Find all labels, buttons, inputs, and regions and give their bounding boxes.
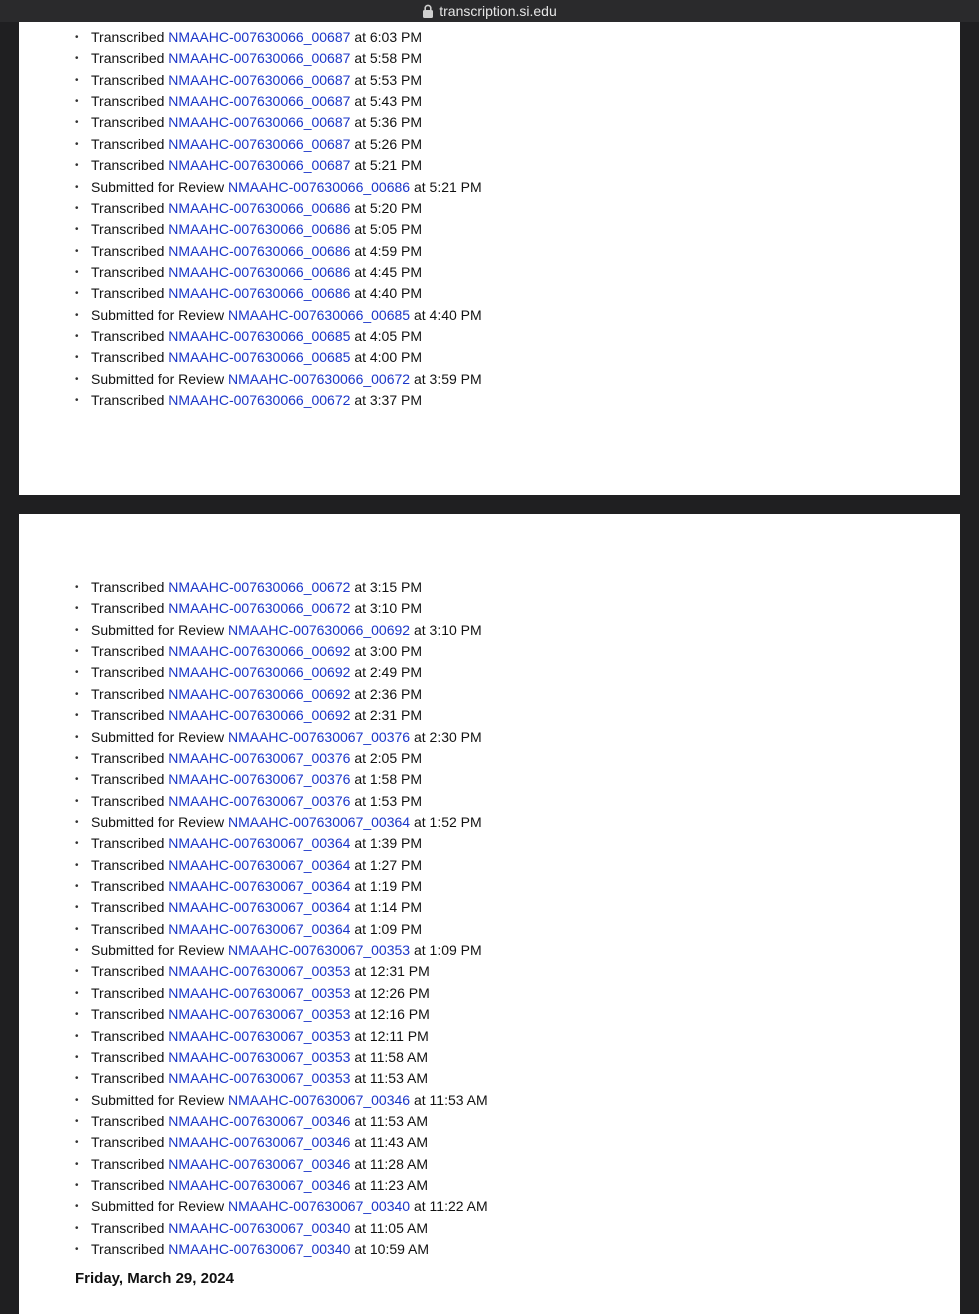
project-link[interactable]: NMAAHC-007630067_00364 [227, 813, 411, 830]
list-item [75, 1196, 488, 1217]
activity-action: Transcribed [91, 1241, 165, 1258]
activity-time: at 2:05 PM [354, 749, 423, 766]
bullet-icon: • [75, 1115, 79, 1127]
activity-time: at 10:59 AM [354, 1241, 430, 1258]
activity-action: Transcribed [91, 1155, 165, 1172]
activity-list [75, 27, 482, 411]
list-item [75, 940, 488, 961]
list-item [75, 369, 482, 390]
list-item [75, 305, 482, 326]
activity-time: at 1:09 PM [354, 920, 423, 937]
activity-action: Transcribed [91, 984, 165, 1001]
activity-time: at 4:40 PM [413, 306, 482, 323]
project-link[interactable]: NMAAHC-007630067_00353 [227, 942, 411, 959]
bullet-icon: • [75, 731, 79, 743]
bullet-icon: • [75, 603, 79, 615]
activity-action: Transcribed [91, 29, 165, 45]
activity-time: at 1:58 PM [354, 771, 423, 788]
url-text: transcription.si.edu [439, 3, 557, 19]
project-link[interactable]: NMAAHC-007630066_00686 [168, 263, 351, 280]
activity-time: at 11:58 AM [354, 1048, 428, 1065]
project-link[interactable]: NMAAHC-007630067_00353 [168, 1006, 351, 1023]
list-item [75, 855, 488, 876]
activity-action: Transcribed [91, 664, 165, 681]
list-item [75, 48, 482, 69]
activity-action: Transcribed [91, 920, 165, 937]
activity-action: Transcribed [91, 899, 165, 916]
bullet-icon: • [75, 352, 79, 364]
bullet-icon: • [75, 138, 79, 150]
project-link[interactable]: NMAAHC-007630067_00364 [168, 856, 351, 873]
activity-action: Transcribed [91, 685, 165, 702]
list-item [75, 112, 482, 133]
activity-action: Transcribed [91, 643, 165, 660]
activity-time: at 5:36 PM [354, 114, 423, 131]
activity-action: Transcribed [91, 600, 165, 617]
bullet-icon: • [75, 1030, 79, 1042]
project-link[interactable]: NMAAHC-007630067_00353 [168, 1048, 351, 1065]
activity-time: at 2:31 PM [354, 707, 423, 724]
activity-time: at 11:53 AM [413, 1091, 488, 1108]
list-item [75, 1175, 488, 1196]
activity-action: Transcribed [91, 835, 165, 852]
project-link[interactable]: NMAAHC-007630066_00672 [168, 600, 351, 617]
bullet-icon: • [75, 1180, 79, 1192]
list-item [75, 1068, 488, 1089]
project-link[interactable]: NMAAHC-007630066_00672 [168, 392, 351, 409]
bullet-icon: • [75, 117, 79, 129]
activity-time: at 3:37 PM [354, 392, 423, 409]
list-item [75, 70, 482, 91]
project-link[interactable]: NMAAHC-007630066_00692 [227, 621, 411, 638]
activity-time: at 1:53 PM [354, 792, 423, 809]
project-link[interactable]: NMAAHC-007630066_00687 [168, 50, 351, 67]
list-item [75, 177, 482, 198]
activity-time: at 1:39 PM [354, 835, 423, 852]
bullet-icon: • [75, 902, 79, 914]
activity-action: Transcribed [91, 328, 165, 345]
list-item [75, 662, 488, 683]
activity-time: at 12:31 PM [354, 963, 430, 980]
activity-action: Submitted for Review [91, 813, 225, 830]
activity-time: at 11:28 AM [354, 1155, 428, 1172]
list-item [75, 769, 488, 790]
project-link[interactable]: NMAAHC-007630067_00376 [168, 771, 351, 788]
activity-action: Transcribed [91, 221, 165, 238]
project-link[interactable]: NMAAHC-007630066_00686 [168, 221, 351, 238]
bullet-icon: • [75, 966, 79, 978]
list-item [75, 1218, 488, 1239]
activity-action: Transcribed [91, 771, 165, 788]
bullet-icon: • [75, 923, 79, 935]
project-link[interactable]: NMAAHC-007630066_00685 [168, 328, 351, 345]
bullet-icon: • [75, 1073, 79, 1085]
project-link[interactable]: NMAAHC-007630067_00346 [168, 1177, 351, 1194]
activity-time: at 12:26 PM [354, 984, 430, 1001]
activity-action: Transcribed [91, 93, 165, 110]
project-link[interactable]: NMAAHC-007630067_00340 [227, 1198, 411, 1215]
activity-action: Transcribed [91, 242, 165, 259]
bullet-icon: • [75, 309, 79, 321]
activity-time: at 1:14 PM [354, 899, 423, 916]
bullet-icon: • [75, 1244, 79, 1256]
activity-time: at 11:23 AM [354, 1177, 428, 1194]
bullet-icon: • [75, 96, 79, 108]
activity-time: at 3:10 PM [413, 621, 482, 638]
activity-action: Transcribed [91, 1070, 165, 1087]
activity-time: at 1:19 PM [354, 878, 423, 895]
list-item [75, 1004, 488, 1025]
activity-time: at 3:10 PM [354, 600, 423, 617]
bullet-icon: • [75, 1137, 79, 1149]
project-link[interactable]: NMAAHC-007630067_00376 [168, 792, 351, 809]
printed-page-1 [19, 0, 960, 495]
project-link[interactable]: NMAAHC-007630066_00685 [227, 306, 411, 323]
list-item [75, 219, 482, 240]
activity-time: at 5:05 PM [354, 221, 423, 238]
activity-time: at 3:59 PM [413, 370, 482, 387]
activity-action: Submitted for Review [91, 1091, 225, 1108]
activity-time: at 3:15 PM [354, 579, 423, 595]
bullet-icon: • [75, 245, 79, 257]
list-item [75, 1154, 488, 1175]
bullet-icon: • [75, 1009, 79, 1021]
list-item [75, 705, 488, 726]
bullet-icon: • [75, 266, 79, 278]
project-link[interactable]: NMAAHC-007630066_00687 [168, 93, 351, 110]
activity-time: at 11:05 AM [354, 1219, 428, 1236]
list-item [75, 876, 488, 897]
activity-action: Transcribed [91, 579, 165, 595]
project-link[interactable]: NMAAHC-007630066_00687 [168, 71, 351, 88]
lock-icon [422, 4, 434, 18]
project-link[interactable]: NMAAHC-007630067_00346 [168, 1112, 351, 1129]
list-item [75, 748, 488, 769]
project-link[interactable]: NMAAHC-007630067_00353 [168, 963, 351, 980]
list-item [75, 1132, 488, 1153]
project-link[interactable]: NMAAHC-007630067_00340 [168, 1219, 351, 1236]
activity-time: at 4:40 PM [354, 285, 423, 302]
activity-action: Transcribed [91, 114, 165, 131]
bullet-icon: • [75, 202, 79, 214]
activity-action: Transcribed [91, 157, 165, 174]
bullet-icon: • [75, 624, 79, 636]
activity-time: at 5:21 PM [354, 157, 423, 174]
activity-action: Transcribed [91, 878, 165, 895]
project-link[interactable]: NMAAHC-007630066_00687 [168, 157, 351, 174]
activity-action: Transcribed [91, 263, 165, 280]
project-link[interactable]: NMAAHC-007630067_00346 [168, 1155, 351, 1172]
list-item [75, 198, 482, 219]
bullet-icon: • [75, 181, 79, 193]
list-item [75, 347, 482, 368]
activity-action: Transcribed [91, 135, 165, 152]
activity-action: Submitted for Review [91, 306, 225, 323]
bullet-icon: • [75, 688, 79, 700]
project-link[interactable]: NMAAHC-007630067_00364 [168, 835, 351, 852]
project-link[interactable]: NMAAHC-007630066_00686 [227, 178, 411, 195]
project-link[interactable]: NMAAHC-007630067_00353 [168, 984, 351, 1001]
project-link[interactable]: NMAAHC-007630066_00672 [168, 579, 351, 595]
bullet-icon: • [75, 881, 79, 893]
list-item [75, 961, 488, 982]
bullet-icon: • [75, 710, 79, 722]
bullet-icon: • [75, 1158, 79, 1170]
bullet-icon: • [75, 838, 79, 850]
project-link[interactable]: NMAAHC-007630067_00364 [168, 899, 351, 916]
bullet-icon: • [75, 816, 79, 828]
list-item [75, 155, 482, 176]
project-link[interactable]: NMAAHC-007630067_00353 [168, 1027, 351, 1044]
list-item [75, 262, 482, 283]
activity-action: Submitted for Review [91, 178, 225, 195]
bullet-icon: • [75, 160, 79, 172]
list-item [75, 684, 488, 705]
activity-time: at 12:11 PM [354, 1027, 429, 1044]
bullet-icon: • [75, 667, 79, 679]
project-link[interactable]: NMAAHC-007630066_00686 [168, 285, 351, 302]
project-link[interactable]: NMAAHC-007630067_00346 [168, 1134, 351, 1151]
activity-action: Transcribed [91, 349, 165, 366]
bullet-icon: • [75, 646, 79, 658]
bullet-icon: • [75, 53, 79, 65]
list-item [75, 1026, 488, 1047]
list-item [75, 812, 488, 833]
list-item [75, 641, 488, 662]
list-item [75, 1239, 488, 1260]
project-link[interactable]: NMAAHC-007630066_00685 [168, 349, 351, 366]
bullet-icon: • [75, 1051, 79, 1063]
activity-action: Transcribed [91, 1112, 165, 1129]
bullet-icon: • [75, 32, 79, 43]
activity-time: at 12:16 PM [354, 1006, 430, 1023]
bullet-icon: • [75, 987, 79, 999]
list-item [75, 241, 482, 262]
activity-action: Transcribed [91, 792, 165, 809]
bullet-icon: • [75, 582, 79, 593]
bullet-icon: • [75, 395, 79, 407]
activity-action: Submitted for Review [91, 728, 225, 745]
activity-action: Transcribed [91, 50, 165, 67]
project-link[interactable]: NMAAHC-007630067_00346 [227, 1091, 411, 1108]
bullet-icon: • [75, 1094, 79, 1106]
activity-action: Transcribed [91, 749, 165, 766]
activity-action: Transcribed [91, 1134, 165, 1151]
project-link[interactable]: NMAAHC-007630067_00364 [168, 878, 351, 895]
activity-time: at 11:22 AM [413, 1198, 488, 1215]
list-item [75, 598, 488, 619]
activity-action: Submitted for Review [91, 942, 225, 959]
activity-list [75, 577, 488, 1261]
activity-time: at 5:58 PM [354, 50, 423, 67]
browser-url-bar[interactable] [0, 0, 979, 22]
activity-time: at 4:45 PM [354, 263, 423, 280]
activity-action: Transcribed [91, 856, 165, 873]
activity-time: at 2:49 PM [354, 664, 423, 681]
bullet-icon: • [75, 795, 79, 807]
bullet-icon: • [75, 1222, 79, 1234]
list-item [75, 919, 488, 940]
activity-time: at 5:26 PM [354, 135, 423, 152]
project-link[interactable]: NMAAHC-007630066_00687 [168, 135, 351, 152]
day-heading: Friday, March 29, 2024 [75, 1270, 234, 1287]
list-item [75, 833, 488, 854]
bullet-icon: • [75, 331, 79, 343]
activity-time: at 4:00 PM [354, 349, 423, 366]
bullet-icon: • [75, 224, 79, 236]
list-item [75, 390, 482, 411]
activity-time: at 2:36 PM [354, 685, 423, 702]
activity-time: at 11:53 AM [354, 1070, 428, 1087]
activity-time: at 2:30 PM [413, 728, 482, 745]
activity-action: Transcribed [91, 1006, 165, 1023]
activity-action: Transcribed [91, 1048, 165, 1065]
list-item [75, 27, 482, 48]
activity-time: at 4:59 PM [354, 242, 423, 259]
bullet-icon: • [75, 74, 79, 86]
project-link[interactable]: NMAAHC-007630067_00376 [168, 749, 351, 766]
activity-action: Transcribed [91, 1219, 165, 1236]
project-link[interactable]: NMAAHC-007630066_00692 [168, 643, 351, 660]
activity-time: at 5:53 PM [354, 71, 423, 88]
activity-time: at 4:05 PM [354, 328, 423, 345]
bullet-icon: • [75, 288, 79, 300]
activity-action: Transcribed [91, 1177, 165, 1194]
activity-action: Transcribed [91, 1027, 165, 1044]
activity-action: Submitted for Review [91, 621, 225, 638]
activity-time: at 6:03 PM [354, 29, 423, 45]
bullet-icon: • [75, 859, 79, 871]
activity-action: Transcribed [91, 71, 165, 88]
list-item [75, 897, 488, 918]
bullet-icon: • [75, 774, 79, 786]
bullet-icon: • [75, 1201, 79, 1213]
list-item [75, 134, 482, 155]
activity-time: at 1:09 PM [413, 942, 482, 959]
project-link[interactable]: NMAAHC-007630066_00687 [168, 114, 351, 131]
activity-time: at 1:52 PM [413, 813, 482, 830]
project-link[interactable]: NMAAHC-007630066_00686 [168, 242, 351, 259]
activity-time: at 11:53 AM [354, 1112, 428, 1129]
activity-action: Submitted for Review [91, 1198, 225, 1215]
project-link[interactable]: NMAAHC-007630066_00692 [168, 664, 351, 681]
project-link[interactable]: NMAAHC-007630066_00692 [168, 685, 351, 702]
activity-time: at 11:43 AM [354, 1134, 428, 1151]
bullet-icon: • [75, 945, 79, 957]
activity-time: at 1:27 PM [354, 856, 423, 873]
list-item [75, 983, 488, 1004]
activity-action: Transcribed [91, 392, 165, 409]
list-item [75, 791, 488, 812]
list-item [75, 326, 482, 347]
printed-page-2 [19, 514, 960, 1314]
project-link[interactable]: NMAAHC-007630066_00687 [168, 29, 351, 45]
list-item [75, 91, 482, 112]
activity-action: Transcribed [91, 707, 165, 724]
list-item [75, 1111, 488, 1132]
activity-time: at 5:20 PM [354, 199, 423, 216]
bullet-icon: • [75, 373, 79, 385]
project-link[interactable]: NMAAHC-007630067_00340 [168, 1241, 351, 1258]
project-link[interactable]: NMAAHC-007630066_00672 [227, 370, 411, 387]
project-link[interactable]: NMAAHC-007630067_00353 [168, 1070, 351, 1087]
list-item [75, 1090, 488, 1111]
list-item [75, 577, 488, 598]
project-link[interactable]: NMAAHC-007630067_00376 [227, 728, 411, 745]
list-item [75, 620, 488, 641]
list-item [75, 283, 482, 304]
activity-time: at 5:21 PM [413, 178, 482, 195]
activity-action: Transcribed [91, 963, 165, 980]
bullet-icon: • [75, 752, 79, 764]
activity-action: Transcribed [91, 285, 165, 302]
project-link[interactable]: NMAAHC-007630066_00692 [168, 707, 351, 724]
activity-action: Transcribed [91, 199, 165, 216]
list-item [75, 1047, 488, 1068]
activity-time: at 5:43 PM [354, 93, 423, 110]
project-link[interactable]: NMAAHC-007630067_00364 [168, 920, 351, 937]
activity-action: Submitted for Review [91, 370, 225, 387]
project-link[interactable]: NMAAHC-007630066_00686 [168, 199, 351, 216]
list-item [75, 727, 488, 748]
activity-time: at 3:00 PM [354, 643, 423, 660]
